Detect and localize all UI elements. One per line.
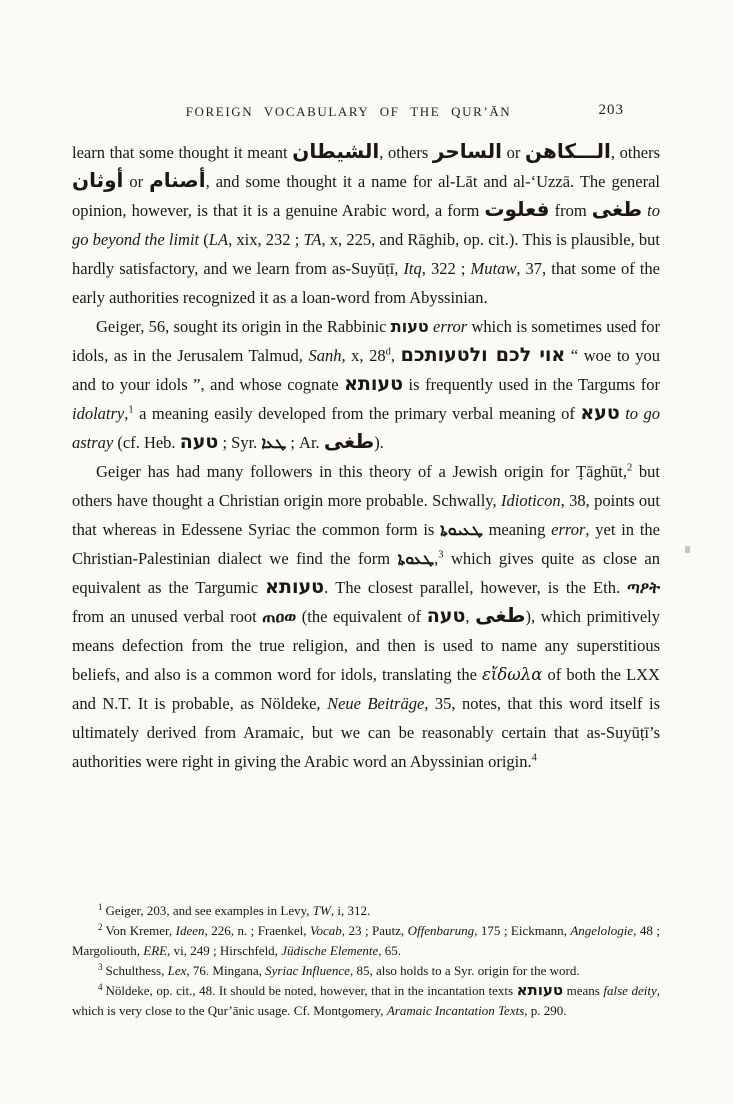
- italic-text: Lex: [167, 963, 187, 978]
- arabic-text: أوثان: [72, 168, 124, 192]
- italic-text: Itq: [403, 259, 422, 278]
- footnote-reference: 1: [128, 404, 134, 416]
- italic-text: to go beyond the limit: [72, 201, 660, 249]
- text-segment: , x, 28: [341, 346, 386, 365]
- text-segment: ,: [124, 404, 129, 423]
- text-segment: , others: [379, 143, 433, 162]
- text-segment: meaning: [482, 520, 552, 539]
- italic-text: Idioticon: [501, 491, 561, 510]
- text-segment: , 226, n. ; Fraenkel,: [204, 923, 310, 938]
- footnote-reference: 2: [626, 462, 633, 474]
- text-segment: Geiger has had many followers in this theory of a Jewish origin for Ṭāghūt,: [96, 462, 627, 481]
- text-segment: or: [502, 143, 526, 162]
- footnote-marker: 4: [98, 981, 103, 992]
- text-segment: , others: [610, 143, 661, 162]
- text-segment: Geiger, 56, sought its origin in the Rabbinic: [96, 317, 391, 336]
- italic-text: Aramaic Incantation Texts: [386, 1003, 525, 1018]
- italic-text: Jüdische Elemente: [281, 943, 379, 958]
- footnote-marker: 2: [98, 921, 103, 932]
- italic-text: false deity: [603, 983, 657, 998]
- ethiopic-text: ጠዐወ: [262, 607, 297, 626]
- text-segment: . The closest parallel, however, is the Eth.: [324, 578, 628, 597]
- paragraph: [72, 138, 660, 312]
- italic-text: Mutaw: [470, 259, 517, 278]
- hebrew-text: אוי לכם ולטעותכם: [400, 344, 566, 366]
- ethiopic-text: ጣዖት: [627, 578, 660, 597]
- footnote-marker: 1: [98, 901, 103, 912]
- text-segment: , i, 312.: [330, 903, 371, 918]
- text-segment: , yet in the Christian-Palestinian dialect we find the form: [72, 520, 660, 568]
- arabic-text: طغى: [323, 429, 375, 453]
- text-segment: or: [123, 172, 150, 191]
- text-segment: a meaning easily developed from the primary verbal meaning of: [133, 404, 581, 423]
- text-segment: , 37, that some of the early authorities recognized it as a loan-word from Abyssinian.: [72, 259, 660, 307]
- syriac-text: ܛܥܝܘܬܐ: [440, 520, 483, 539]
- text-segment: ,: [390, 346, 401, 365]
- arabic-text: أصنام: [149, 168, 206, 192]
- scan-artifact: [685, 546, 690, 553]
- text-segment: Von Kremer,: [105, 923, 176, 938]
- text-segment: ).: [374, 433, 384, 452]
- text-segment: Nöldeke, op. cit., 48. It should be noted, however, that in the incantation texts: [105, 983, 517, 998]
- text-segment: Schulthess,: [105, 963, 168, 978]
- footnotes: [72, 901, 660, 1021]
- text-segment: from an unused verbal root: [72, 607, 263, 626]
- body-paragraphs: [72, 138, 660, 776]
- footnote: [72, 901, 660, 921]
- italic-text: TA: [303, 230, 322, 249]
- italic-text: error: [551, 520, 586, 539]
- text-segment: , which is very close to the Qur’ānic usage. Cf. Montgomery,: [72, 983, 660, 1018]
- footnote: [72, 921, 660, 961]
- text-segment: , vi, 249 ; Hirschfeld,: [167, 943, 282, 958]
- text-segment: , x, 225, and Rāghib, op. cit.). This is plausible, but hardly satisfactory, and we learn from as-Suyūṭī,: [72, 230, 661, 278]
- text-segment: , 35, notes, that this word itself is ultimately derived from Aramaic, but we can be reasonably certain that as-Suyūṭī’s authorities were right in giving the Arabic word an Abyssinian origin.: [72, 694, 661, 771]
- text-segment: from: [549, 201, 592, 220]
- text-segment: of both the LXX and N.T. It is probable, as Nöldeke,: [72, 665, 660, 713]
- hebrew-text: טעא: [580, 402, 620, 424]
- paragraph: [72, 312, 660, 457]
- text-segment: (: [199, 230, 209, 249]
- italic-text: TW: [312, 903, 331, 918]
- hebrew-text: טעות: [390, 317, 429, 336]
- text-segment: means: [563, 983, 604, 998]
- footnote: [72, 981, 660, 1021]
- text-segment: ; Ar.: [286, 433, 324, 452]
- text-segment: , 322 ;: [421, 259, 471, 278]
- greek-text: εἴδωλα: [482, 665, 543, 684]
- hebrew-text: טעותא: [265, 576, 325, 598]
- hebrew-text: טעה: [426, 605, 466, 627]
- italic-text: Syriac Influence: [265, 963, 350, 978]
- italic-text: Angelologie: [570, 923, 634, 938]
- text-segment: , p. 290.: [524, 1003, 567, 1018]
- text-segment: , 23 ; Pautz,: [341, 923, 408, 938]
- page-number: 203: [598, 102, 624, 118]
- text-segment: learn that some thought it meant: [72, 143, 293, 162]
- text-segment: , 76. Mingana,: [186, 963, 266, 978]
- text-segment: ), which primitively means defection from the true religion, and then is used to name any superstitious beliefs, and also is a common word for idols, translating the: [72, 607, 660, 684]
- text-segment: ; Syr.: [218, 433, 262, 452]
- text-segment: , 48 ; Margoliouth,: [72, 923, 660, 958]
- text-segment: , xix, 232 ;: [228, 230, 304, 249]
- arabic-text: الشيطان: [292, 139, 380, 163]
- paragraph: [72, 457, 660, 776]
- text-segment: “ woe to you and to your idols ”, and whose cognate: [72, 346, 661, 394]
- text-segment: ,: [465, 607, 476, 626]
- running-title: FOREIGN VOCABULARY OF THE QUR’ĀN: [185, 104, 512, 119]
- page-header: [72, 101, 660, 123]
- italic-text: idolatry: [72, 404, 125, 423]
- italic-text: Neue Beiträge: [327, 694, 425, 713]
- arabic-text: فعلوت: [484, 197, 550, 221]
- text-segment: (the equivalent of: [296, 607, 427, 626]
- text-segment: which gives quite as close an equivalent as the Targumic: [72, 549, 660, 597]
- italic-text: LA: [208, 230, 229, 249]
- text-segment: (cf. Heb.: [113, 433, 180, 452]
- arabic-text: طغى: [475, 603, 526, 627]
- syriac-text: ܛܥܘܬܐ: [397, 549, 435, 568]
- italic-text: Ideen: [175, 923, 205, 938]
- footnote-reference: 4: [531, 752, 537, 764]
- footnote-reference: d: [385, 346, 391, 358]
- italic-text: Vocab: [309, 923, 342, 938]
- footnote: [72, 961, 660, 981]
- text-segment: , 38, points out that whereas in Edessene Syriac the common form is: [72, 491, 660, 539]
- text-segment: is frequently used in the Targums for: [403, 375, 660, 394]
- text-segment: which is sometimes used for idols, as in the Jerusalem Talmud,: [72, 317, 661, 365]
- hebrew-text: טעותא: [344, 373, 403, 395]
- hebrew-text: טעותא: [516, 981, 564, 999]
- italic-text: ERE: [143, 943, 168, 958]
- italic-text: error: [433, 317, 468, 336]
- text-segment: Geiger, 203, and see examples in Levy,: [105, 903, 313, 918]
- text-segment: ,: [434, 549, 439, 568]
- arabic-text: الـــكاهن: [525, 139, 611, 163]
- text-segment: , and some thought it a name for al-Lāt and al-‘Uzzā. The general opinion, however, is that it is a genuine Arabic word, a form: [72, 172, 660, 220]
- syriac-text: ܛܥܐ: [261, 433, 287, 452]
- arabic-text: طغى: [591, 197, 643, 221]
- text-segment: , 85, also holds to a Syr. origin for the word.: [349, 963, 580, 978]
- text-segment: but others have thought a Christian origin more probable. Schwally,: [72, 462, 660, 510]
- italic-text: to go astray: [72, 404, 660, 452]
- italic-text: Offenbarung: [407, 923, 475, 938]
- text-segment: , 175 ; Eickmann,: [474, 923, 571, 938]
- footnote-reference: 3: [438, 549, 444, 561]
- italic-text: Sanh: [308, 346, 342, 365]
- hebrew-text: טעה: [179, 431, 219, 453]
- text-segment: , 65.: [378, 943, 402, 958]
- footnote-marker: 3: [98, 961, 103, 972]
- arabic-text: الساحر: [432, 139, 503, 163]
